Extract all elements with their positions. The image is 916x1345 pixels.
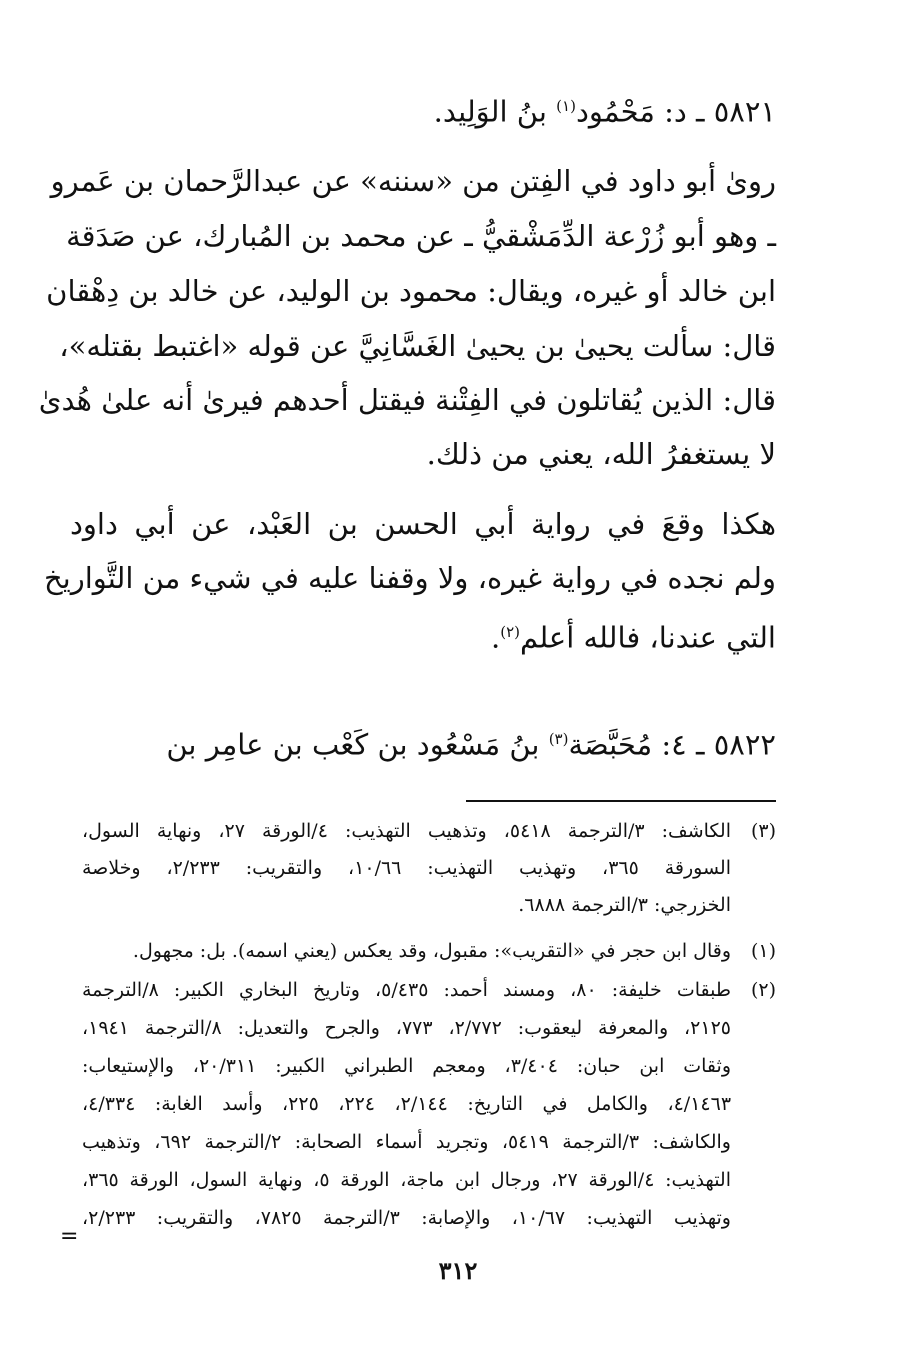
body-line: ولم نجده في رواية غيره، ولا وقفنا عليه في شيء من التَّواريخ	[43, 561, 776, 595]
footnote-line: طبقات خليفة: ٨٠، ومسند أحمد: ٥/٤٣٥، وتاريخ البخاري الكبير: ٨/الترجمة	[82, 979, 731, 1001]
footnote-line: الخزرجي: ٣/الترجمة ٦٨٨٨.	[518, 894, 731, 916]
footnote-number: (٢)	[750, 979, 776, 1001]
footnote-line: السورقة ٣٦٥، وتهذيب التهذيب: ١٠/٦٦، والتقريب: ٢/٢٣٣، وخلاصة	[82, 857, 731, 879]
continuation-mark: =	[60, 1224, 79, 1249]
page-number: ٣١٢	[438, 1256, 478, 1285]
footnote-line: ٤/١٤٦٣، والكامل في التاريخ: ٢/١٤٤، ٢٢٤، ٢٢٥، وأسد الغابة: ٤/٣٣٤،	[82, 1093, 732, 1115]
footnote-ref: (٢)	[500, 623, 521, 641]
footnote-ref: (١)	[556, 97, 576, 115]
body-line: قال: الذين يُقاتلون في الفِتْنة فيقتل أحدهم فيرىٰ أنه علىٰ هُدىٰ	[38, 383, 776, 417]
body-text: التي عندنا، فالله أعلم	[520, 620, 776, 655]
entry-heading-rest: بنُ مَسْعُود بن كَعْب بن عامِر بن	[166, 727, 540, 762]
footnote-line: الكاشف: ٣/الترجمة ٥٤١٨، وتذهيب التهذيب: ٤/الورقة ٢٧، ونهاية السول،	[82, 820, 731, 842]
footnote-ref: (٣)	[548, 730, 569, 748]
entry-heading-text: ٥٨٢١ ـ د: مَحْمُود	[575, 94, 776, 129]
body-text-end: .	[491, 620, 501, 655]
entry-heading-text: ٥٨٢٢ ـ ٤: مُحَبَّصَة	[568, 727, 776, 762]
body-line: لا يستغفرُ الله، يعني من ذلك.	[426, 437, 776, 471]
footnote-number: (٣)	[750, 820, 776, 842]
footnote-line: وقال ابن حجر في «التقريب»: مقبول، وقد يعكس (يعني اسمه). بل: مجهول.	[132, 940, 731, 962]
entry-heading-rest: بنُ الوَلِيد.	[433, 94, 547, 129]
body-line: ابن خالد أو غيره، ويقال: محمود بن الوليد، عن خالد بن دِهْقان	[46, 274, 776, 308]
body-line: هكذا وقعَ في رواية أبي الحسن بن العَبْد، عن أبي داود	[70, 507, 776, 541]
body-line-last	[70, 614, 776, 656]
footnote-separator	[466, 800, 776, 802]
body-line: قال: سألت يحيىٰ بن يحيىٰ الغَسَّانِيَّ عن قوله «اغتبط بقتله»،	[59, 329, 776, 363]
body-line: رویٰ أبو داود في الفِتن من «سننه» عن عبدالرَّحمان بن عَمرو	[50, 164, 776, 198]
footnote-number: (١)	[750, 940, 776, 962]
footnote-line: والكاشف: ٣/الترجمة ٥٤١٩، وتجريد أسماء الصحابة: ٢/الترجمة ٦٩٢، وتذهيب	[82, 1131, 731, 1153]
footnote-line: وثقات ابن حبان: ٣/٤٠٤، ومعجم الطبراني الكبير: ٢٠/٣١١، والإستيعاب:	[82, 1055, 732, 1077]
footnote-line: ٢١٢٥، والمعرفة ليعقوب: ٢/٧٧٢، ٧٧٣، والجرح والتعديل: ٨/الترجمة ١٩٤١،	[82, 1017, 731, 1039]
footnote-line: وتهذيب التهذيب: ١٠/٦٧، والإصابة: ٣/الترجمة ٧٨٢٥، والتقريب: ٢/٢٣٣،	[82, 1207, 731, 1229]
footnote-line: التهذيب: ٤/الورقة ٢٧، ورجال ابن ماجة، الورقة ٥، ونهاية السول، الورقة ٣٦٥،	[82, 1169, 731, 1191]
entry-heading-5822	[70, 721, 776, 763]
body-line: ـ وهو أبو زُرْعة الدِّمَشْقيُّ ـ عن محمد بن المُبارك، عن صَدَقة	[66, 219, 776, 253]
entry-heading-5821	[70, 88, 776, 130]
